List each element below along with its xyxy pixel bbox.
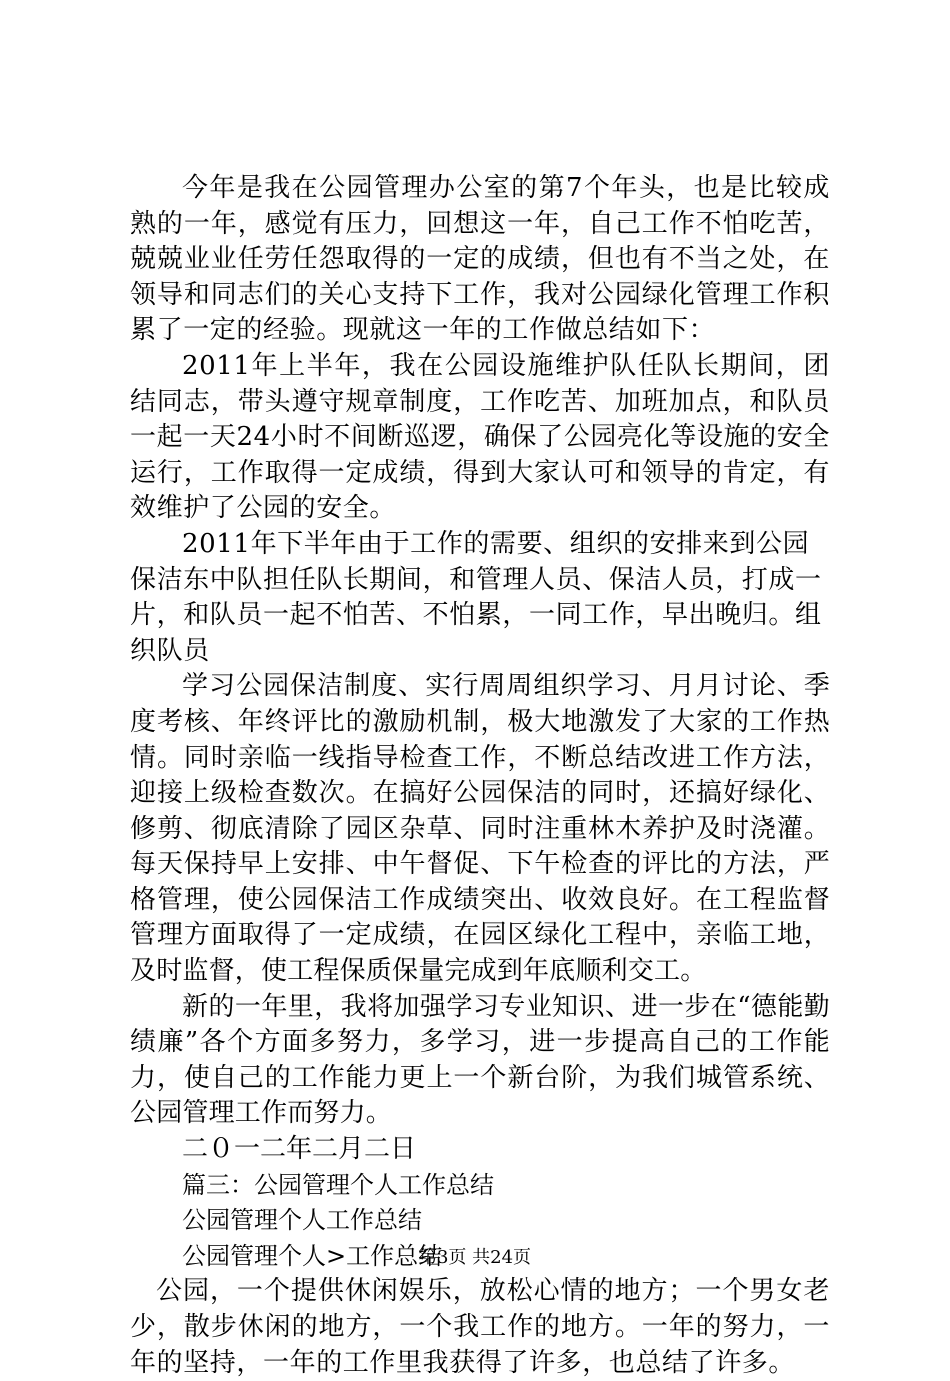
document-body [130, 171, 830, 1381]
date-line: 二０一二年二月二日 [182, 1134, 417, 1165]
paragraph-second-half-2011: 2011年下半年由于工作的需要、组织的安排来到公园保洁东中队担任队长期间，和管理人员、保洁人员，打成一片，和队员一起不怕苦、不怕累，一同工作，早出晚归。组织队员 [130, 528, 822, 666]
title-line-alt: 公园管理个人>工作总结 [182, 1241, 443, 1270]
paragraph-new-year: 新的一年里，我将加强学习专业知识、进一步在“德能勤绩廉”各个方面多努力，多学习，进一步提高自己的工作能力，使自己的工作能力更上一个新台阶，为我们城管系统、公园管理工作而努力。 [130, 991, 830, 1129]
paragraph-intro: 今年是我在公园管理办公室的第7个年头，也是比较成熟的一年，感觉有压力，回想这一年，自己工作不怕吃苦，兢兢业业任劳任怨取得的一定的成绩，但也有不当之处，在领导和同志们的关心支持下工作，我对公园绿化管理工作积累了一定的经验。现就这一年的工作做总结如下： [130, 173, 830, 346]
section-heading: 篇三：公园管理个人工作总结 [182, 1170, 494, 1199]
paragraph-first-half-2011: 2011年上半年，我在公园设施维护队任队长期间，团结同志，带头遵守规章制度，工作吃苦、加班加点，和队员一起一天24小时不间断巡逻，确保了公园亮化等设施的安全运行，工作取得一定成绩，得到大家认可和领导的肯定，有效维护了公园的安全。 [130, 350, 830, 524]
paragraph-cleaning-work: 学习公园保洁制度、实行周周组织学习、月月讨论、季度考核、年终评比的激励机制，极大地激发了大家的工作热情。同时亲临一线指导检查工作，不断总结改进工作方法，迎接上级检查数次。在搞好公园保洁的同时，还搞好绿化、修剪、彻底清除了园区杂草、同时注重林木养护及时浇灌。每天保持早上安排、中午督促、下午检查的评比的方法，严格管理，使公园保洁工作成绩突出、收效良好。在工程监督管理方面取得了一定成绩，在园区绿化工程中，亲临工地，及时监督，使工程保质保量完成到年底顺利交工。 [130, 671, 830, 987]
page-number-footer: 第3页 共24页 [418, 1247, 532, 1268]
title-line: 公园管理个人工作总结 [182, 1206, 422, 1235]
paragraph-closing: 公园，一个提供休闲娱乐，放松心情的地方；一个男女老少，散步休闲的地方，一个我工作的地方。一年的努力，一年的坚持，一年的工作里我获得了许多，也总结了许多。 [130, 1276, 830, 1378]
